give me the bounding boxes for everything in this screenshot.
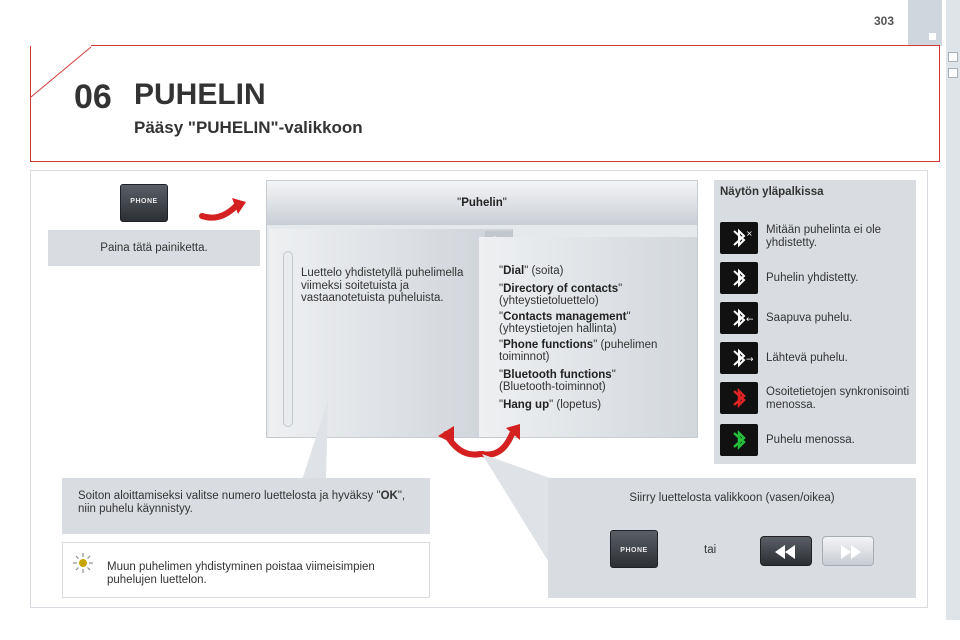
menu-item-hang-up[interactable]: "Hang up" (lopetus)	[499, 399, 602, 411]
svg-text:←: ←	[746, 315, 754, 325]
menu-item-contacts-management[interactable]: "Contacts management" (yhteystietojen hallinta)	[499, 311, 631, 335]
info-note	[62, 542, 430, 598]
menu-item-directory[interactable]: "Directory of contacts" (yhteystietoluettelo)	[499, 283, 623, 307]
info-note-text: Muun puhelimen yhdistyminen poistaa viimeisimpien puhelujen luettelon.	[107, 561, 375, 586]
status-text-call: Puhelu menossa.	[766, 434, 855, 446]
status-bar-panel	[714, 180, 916, 464]
list-scrollbar[interactable]	[283, 251, 293, 427]
bluetooth-call-icon	[720, 424, 758, 456]
svg-text:×: ×	[746, 229, 753, 238]
menu-item-phone-functions[interactable]: "Phone functions" (puhelimen toiminnot)	[499, 339, 658, 363]
menu-item-bluetooth-functions[interactable]: "Bluetooth functions" (Bluetooth-toiminnot)	[499, 369, 616, 393]
bluetooth-sync-icon	[720, 382, 758, 414]
phone-button-secondary[interactable]	[610, 530, 658, 568]
menu-item-dial[interactable]: "Dial" (soita)	[499, 265, 564, 277]
rewind-icon	[761, 537, 813, 567]
bluetooth-outgoing-icon	[720, 342, 758, 374]
status-text-outgoing: Lähtevä puhelu.	[766, 352, 848, 364]
phone-button-secondary-label: PHONE	[620, 547, 648, 554]
corner-tab	[908, 0, 942, 46]
bluetooth-connected-icon	[720, 262, 758, 294]
pointer-triangle	[296, 400, 336, 480]
sun-tip-icon	[73, 553, 93, 573]
chapter-subtitle: Pääsy "PUHELIN"-valikkoon	[134, 118, 363, 137]
chapter-number: 06	[74, 78, 112, 116]
bluetooth-incoming-icon	[720, 302, 758, 334]
right-strip	[946, 0, 960, 620]
recent-calls-description: Luettelo yhdistetyllä puhelimella viimeksi soitetuista ja vastaanotetuista puheluista.	[301, 267, 464, 304]
phone-menu	[479, 237, 697, 437]
navigation-instruction	[548, 478, 916, 598]
status-text-no-phone: Mitään puhelinta ei ole yhdistetty.	[766, 224, 882, 249]
navigation-text: Siirry luettelosta valikkoon (vasen/oikea)	[629, 492, 835, 504]
or-text: tai	[704, 544, 717, 556]
red-arrow-icon	[198, 192, 250, 226]
phone-button[interactable]	[120, 184, 168, 222]
rewind-button[interactable]	[760, 536, 812, 566]
phone-button-label: PHONE	[130, 198, 158, 205]
page-number: 303	[874, 14, 895, 28]
chapter-title: PUHELIN	[134, 78, 266, 111]
svg-text:→: →	[746, 355, 754, 365]
status-text-incoming: Saapuva puhelu.	[766, 312, 853, 324]
status-text-sync: Osoitetietojen synkronisointi menossa.	[766, 386, 910, 411]
forward-icon	[823, 537, 875, 567]
screen-title: "Puhelin"	[457, 197, 507, 209]
status-bar-title: Näytön yläpalkissa	[720, 186, 824, 198]
dial-instruction: Soiton aloittamiseksi valitse numero luettelosta ja hyväksy "OK", niin puhelu käynnistyy.	[62, 478, 430, 534]
bluetooth-disconnected-icon	[720, 222, 758, 254]
forward-button[interactable]	[822, 536, 874, 566]
status-text-connected: Puhelin yhdistetty.	[766, 272, 859, 284]
press-instruction: Paina tätä painiketta.	[48, 230, 260, 266]
screen-header	[267, 181, 697, 225]
pointer-triangle-right	[480, 454, 552, 564]
